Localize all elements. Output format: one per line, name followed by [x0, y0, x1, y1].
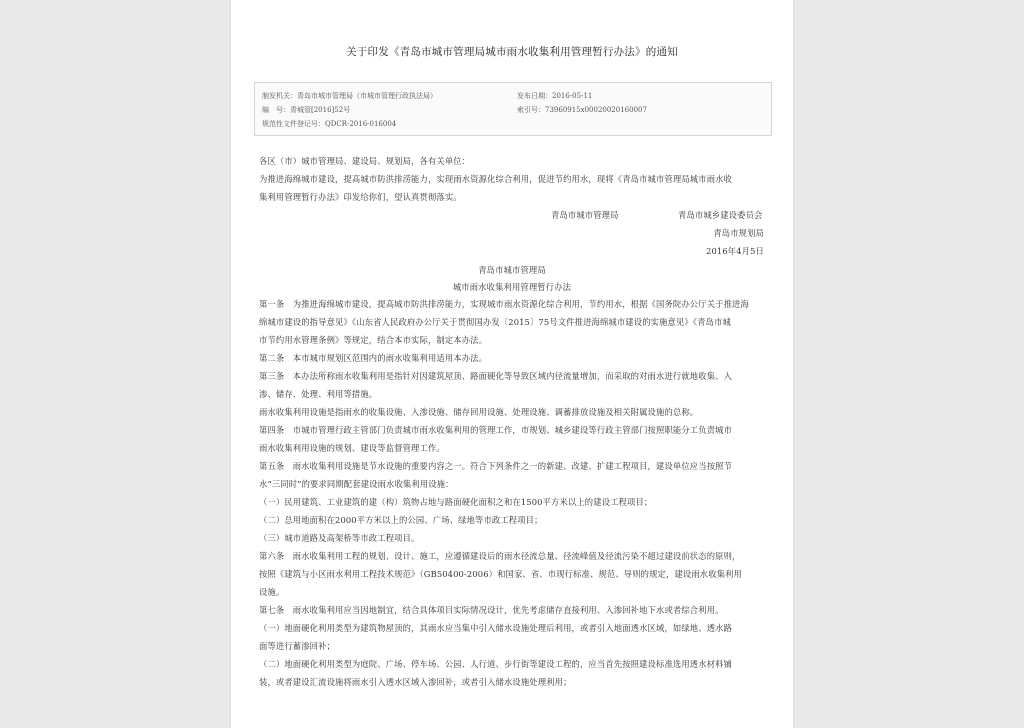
date-field: [517, 91, 592, 101]
article-line: 雨水收集利用设施的规划、建设等监督管理工作。: [259, 443, 445, 453]
date-value: 2016-05-11: [552, 92, 593, 100]
article-line: 设施。: [259, 587, 285, 597]
issuing-organization: 青岛市城市管理局: [478, 265, 546, 275]
index-label: 索引号：: [517, 106, 545, 114]
article-line: 按照《建筑与小区雨水利用工程技术规范》（GB50400-2006）和国家、省、市现行标准、规范、导则的规定，建设雨水收集利用: [259, 569, 743, 579]
registration-label: 规范性文件登记号：: [262, 120, 325, 128]
list-item: 面等进行蓄渗回补；: [259, 641, 336, 651]
article-line: 绵城市建设的指导意见》《山东省人民政府办公厅关于贯彻国办发〔2015〕75号文件推进海绵城市建设的实施意见》《青岛市城: [259, 317, 731, 327]
document-title: 关于印发《青岛市城市管理局城市雨水收集利用管理暂行办法》的通知: [346, 46, 678, 58]
article-line: 第六条 雨水收集利用工程的规划、设计、施工，应遵循建设后的雨水径流总量、径流峰值及径流污染不超过建设前状态的原则，: [259, 551, 741, 561]
date-label: 发布日期：: [517, 92, 552, 100]
regulation-title: 城市雨水收集利用管理暂行办法: [452, 282, 572, 292]
number-value: 青城管[2016]52号: [290, 106, 351, 114]
list-item: （二）地面硬化利用类型为庭院、广场、停车场、公园、人行道、步行街等建设工程的，应当首先按照建设标准选用透水材料铺: [259, 659, 733, 669]
issuer-label: 制发机关：: [262, 92, 297, 100]
registration-value: QDCR-2016-016004: [325, 120, 397, 128]
index-value: 73960915x00020020160007: [545, 106, 647, 114]
list-item: （三）城市道路及高架桥等市政工程项目。: [259, 533, 420, 543]
article-line: 第五条 雨水收集利用设施是节水设施的重要内容之一。符合下列条件之一的新建、改建、扩建工程项目，建设单位应当按照节: [259, 461, 733, 471]
list-item: （二）总用地面积在2000平方米以上的公园、广场、绿地等市政工程项目；: [259, 515, 543, 525]
intro-paragraph-line: 为推进海绵城市建设，提高城市防洪排涝能力，实现雨水资源化综合利用，促进节约用水，现将《青岛市城市管理局城市雨水收: [259, 174, 733, 184]
list-item: 装，或者建设汇流设施将雨水引入透水区域入渗回补，或者引入储水设施处理利用；: [259, 677, 572, 687]
document-page: [231, 0, 793, 728]
metadata-box: [254, 82, 772, 136]
signatory-planning-bureau: 青岛市规划局: [713, 228, 764, 238]
signatory-construction-committee: 青岛市城乡建设委员会: [678, 210, 763, 220]
issuer-value: 青岛市城市管理局（市城市管理行政执法局）: [297, 92, 437, 100]
salutation: 各区（市）城市管理局、建设局、规划局，各有关单位：: [259, 156, 471, 166]
article-line: 第四条 市城市管理行政主管部门负责城市雨水收集利用的管理工作，市规划、城乡建设等行政主管部门按照职能分工负责城市: [259, 425, 733, 435]
number-field: [262, 105, 350, 115]
article-line: 第三条 本办法所称雨水收集利用是指针对因建筑屋顶、路面硬化等导致区域内径流量增加，而采取的对雨水进行就地收集、入: [259, 371, 733, 381]
issuer-field: [262, 91, 437, 101]
index-field: [517, 105, 647, 115]
article-line: 第二条 本市城市规划区范围内的雨水收集利用适用本办法。: [259, 353, 488, 363]
article-line: 雨水收集利用设施是指雨水的收集设施、入渗设施、储存回用设施、处理设施、调蓄排放设施及相关附属设施的总称。: [259, 407, 699, 417]
signatory-city-management: 青岛市城市管理局: [551, 210, 619, 220]
list-item: （一）民用建筑、工业建筑的建（构）筑物占地与路面硬化面积之和在1500平方米以上的建设工程项目；: [259, 497, 653, 507]
article-line: 水“三同时”的要求同期配套建设雨水收集利用设施：: [259, 479, 454, 489]
list-item: （一）地面硬化利用类型为建筑物屋顶的，其雨水应当集中引入储水设施处理后利用，或者引入地面透水区域，如绿地、透水路: [259, 623, 733, 633]
article-line: 市节约用水管理条例》等规定，结合本市实际，制定本办法。: [259, 335, 488, 345]
sign-date: 2016年4月5日: [706, 246, 764, 256]
registration-field: [262, 119, 396, 129]
article-line: 渗、储存、处理、利用等措施。: [259, 389, 378, 399]
article-line: 第七条 雨水收集利用应当因地制宜，结合具体项目实际情况设计，优先考虑储存直接利用、入渗回补地下水或者综合利用。: [259, 605, 724, 615]
number-label: 编 号：: [262, 106, 290, 114]
article-line: 第一条 为推进海绵城市建设，提高城市防洪排涝能力，实现城市雨水资源化综合利用，节约用水，根据《国务院办公厅关于推进海: [259, 299, 749, 309]
intro-paragraph-line: 集利用管理暂行办法》印发给你们，望认真贯彻落实。: [259, 192, 462, 202]
